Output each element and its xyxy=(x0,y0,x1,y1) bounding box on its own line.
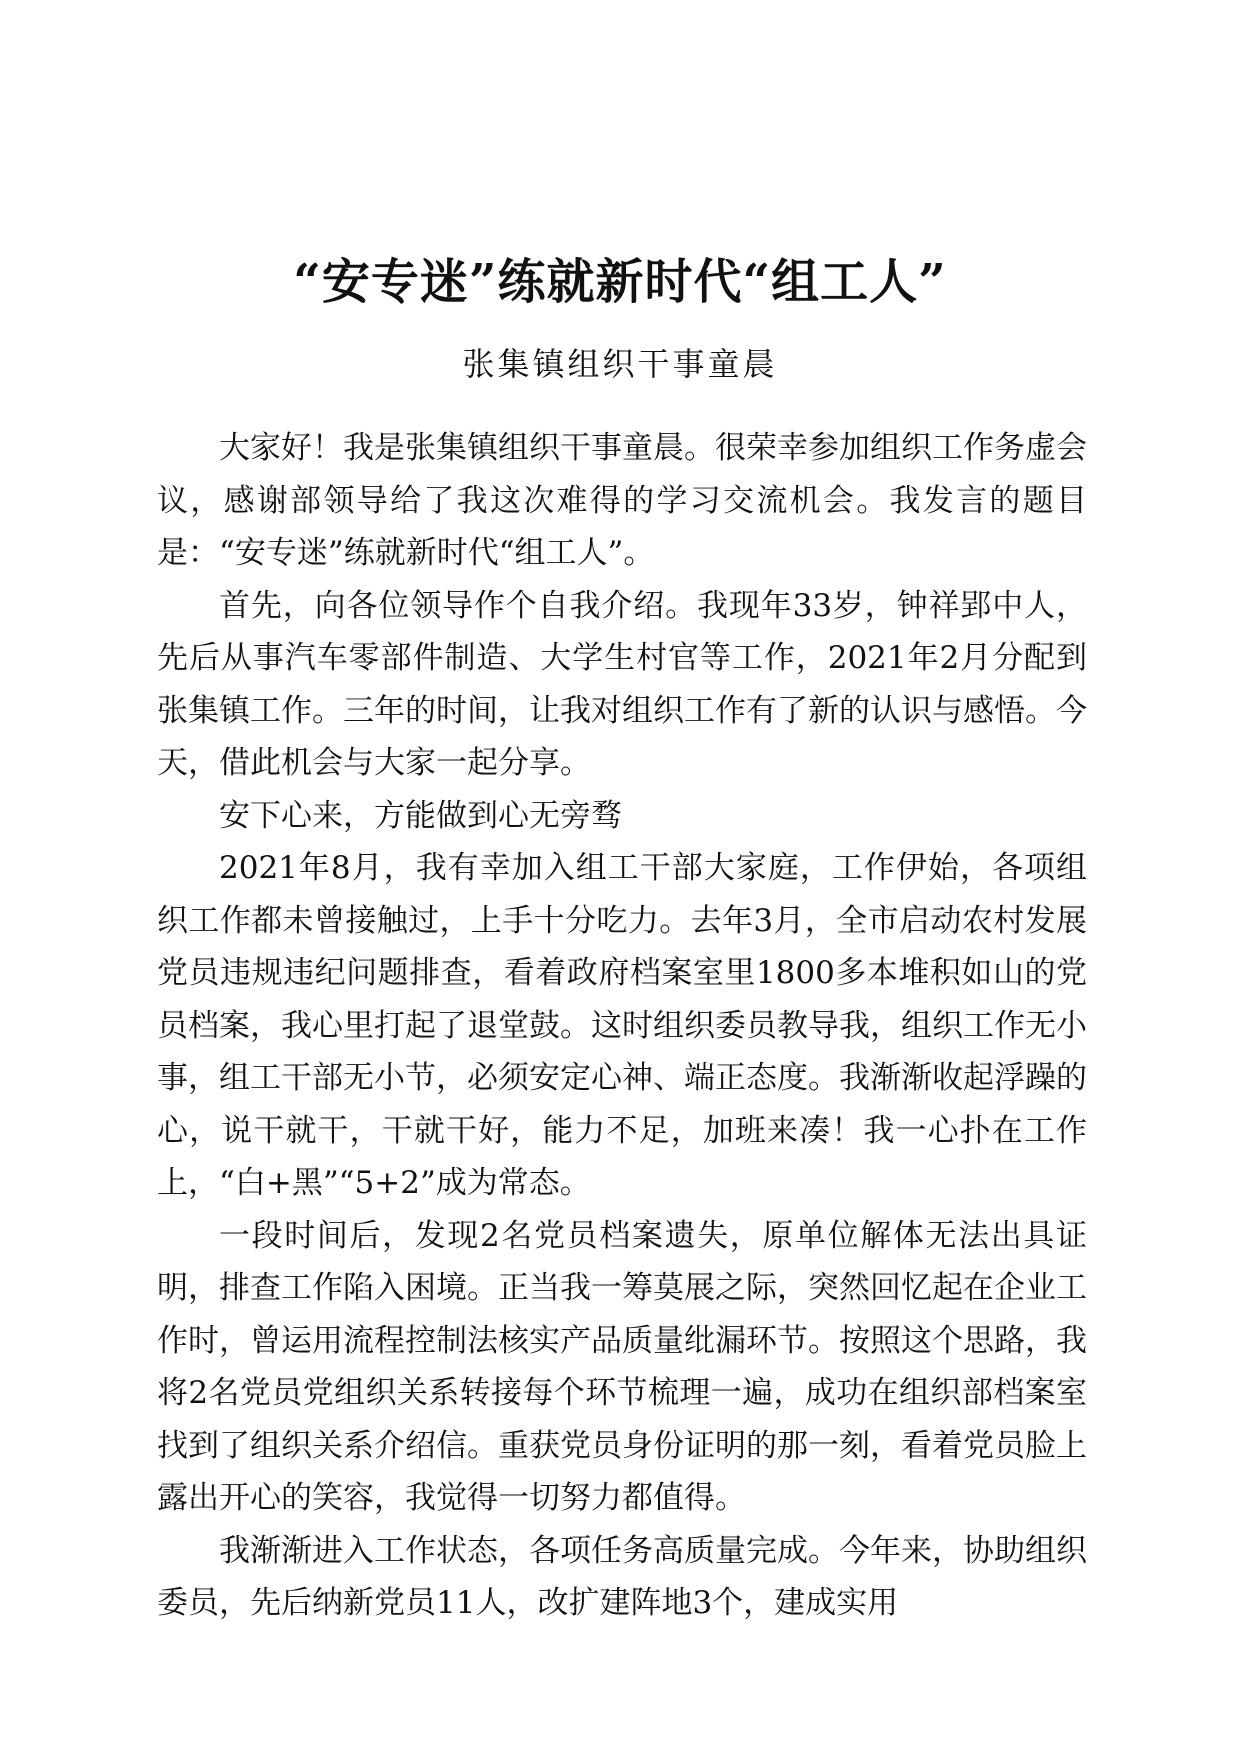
paragraph-greeting: 大家好！我是张集镇组织干事童晨。很荣幸参加组织工作务虚会议，感谢部领导给了我这次难得的学习交流机会。我发言的题目是：“安专迷”练就新时代“组工人”。 xyxy=(157,430,1087,571)
paragraph-missing-files: 一段时间后，发现2名党员档案遗失，原单位解体无法出具证明，排查工作陷入困境。正当我一筹莫展之际，突然回忆起在企业工作时，曾运用流程控制法核实产品质量纰漏环节。按照这个思路，我将2名党员党组织关系转接每个环节梳理一遍，成功在组织部档案室找到了组织关系介绍信。重获党员身份证明的那一刻，看着党员脸上露出开心的笑容，我觉得一切努力都值得。 xyxy=(157,1217,1087,1516)
paragraph-joining-work: 2021年8月，我有幸加入组工干部大家庭，工作伊始，各项组织工作都未曾接触过，上手十分吃力。去年3月，全市启动农村发展党员违规违纪问题排查，看着政府档案室里1800多本堆积如山的党员档案，我心里打起了退堂鼓。这时组织委员教导我，组织工作无小事，组工干部无小节，必须安定心神、端正态度。我渐渐收起浮躁的心，说干就干，干就干好，能力不足，加班来凑！我一心扑在工作上，“白+黑”“5+2”成为常态。 xyxy=(157,850,1087,1201)
document-body xyxy=(157,422,1087,1630)
paragraph-work-progress: 我渐渐进入工作状态，各项任务高质量完成。今年来，协助组织委员，先后纳新党员11人，改扩建阵地3个，建成实用 xyxy=(157,1532,1087,1621)
document-author: 张集镇组织干事童晨 xyxy=(462,345,778,383)
section-heading: 安下心来，方能做到心无旁骛 xyxy=(219,797,622,834)
paragraph-self-introduction: 首先，向各位领导作个自我介绍。我现年33岁，钟祥郢中人，先后从事汽车零部件制造、大学生村官等工作，2021年2月分配到张集镇工作。三年的时间，让我对组织工作有了新的认识与感悟。今天，借此机会与大家一起分享。 xyxy=(157,587,1087,781)
document-title: “安专迷”练就新时代“组工人” xyxy=(293,254,947,310)
